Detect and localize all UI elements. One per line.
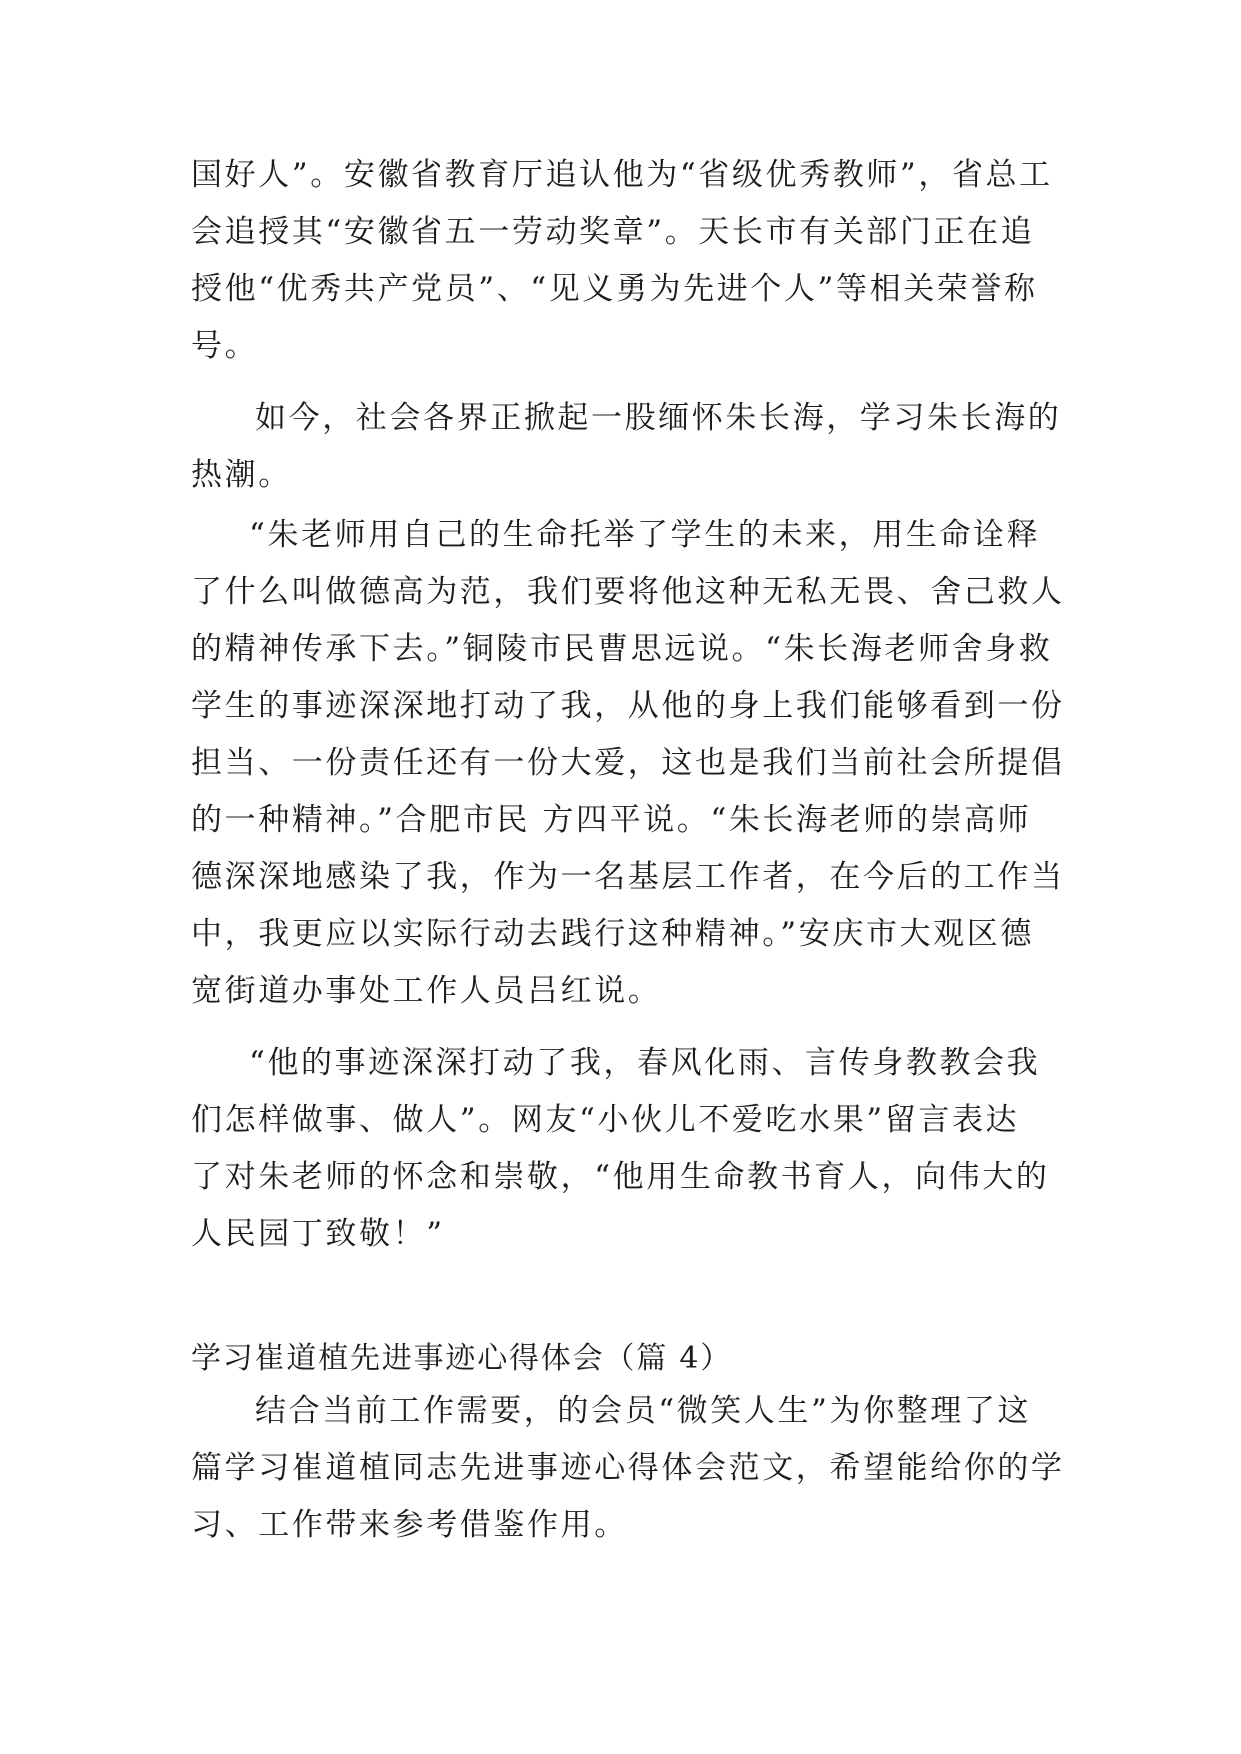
paragraph-3	[191, 507, 1065, 1020]
paragraph-4-line: 们怎样做事、做人”。网友“小伙儿不爱吃水果”留言表达	[191, 1102, 1020, 1138]
paragraph-5	[191, 1383, 1065, 1554]
paragraph-3-line: 宽街道办事处工作人员吕红说。	[191, 973, 662, 1009]
paragraph-2-line: 热潮。	[191, 457, 292, 493]
paragraph-3-line: 学生的事迹深深地打动了我，从他的身上我们能够看到一份	[191, 688, 1065, 724]
paragraph-1-line: 会追授其“安徽省五一劳动奖章”。天长市有关部门正在追	[191, 214, 1035, 250]
paragraph-1	[191, 147, 1051, 375]
paragraph-5-line: 结合当前工作需要，的会员“微笑人生”为你整理了这	[255, 1393, 1032, 1429]
paragraph-4-line: 了对朱老师的怀念和崇敬，“他用生命教书育人，向伟大的	[191, 1159, 1050, 1195]
paragraph-2	[191, 390, 1062, 504]
paragraph-3-line: “朱老师用自己的生命托举了学生的未来，用生命诠释	[249, 517, 1041, 553]
paragraph-1-line: 号。	[191, 328, 259, 364]
paragraph-3-line: 中，我更应以实际行动去践行这种精神。”安庆市大观区德	[191, 916, 1034, 952]
paragraph-3-line: 的一种精神。”合肥市民 方四平说。“朱长海老师的崇高师	[191, 802, 1032, 838]
paragraph-4	[191, 1035, 1051, 1263]
paragraph-5-line: 篇学习崔道植同志先进事迹心得体会范文，希望能给你的学	[191, 1450, 1065, 1486]
section-heading-block	[191, 1330, 1051, 1387]
paragraph-3-line: 担当、一份责任还有一份大爱，这也是我们当前社会所提倡	[191, 745, 1065, 781]
paragraph-4-line: 人民园丁致敬！”	[191, 1216, 445, 1252]
paragraph-4-line: “他的事迹深深打动了我，春风化雨、言传身教教会我	[249, 1045, 1041, 1081]
paragraph-3-line: 德深深地感染了我，作为一名基层工作者，在今后的工作当	[191, 859, 1065, 895]
paragraph-1-line: 国好人”。安徽省教育厅追认他为“省级优秀教师”，省总工	[191, 157, 1053, 193]
paragraph-3-line: 的精神传承下去。”铜陵市民曹思远说。“朱长海老师舍身救	[191, 631, 1053, 667]
section-heading: 学习崔道植先进事迹心得体会（篇 4）	[191, 1341, 733, 1376]
paragraph-3-line: 了什么叫做德高为范，我们要将他这种无私无畏、舍己救人	[191, 574, 1065, 610]
paragraph-2-line: 如今，社会各界正掀起一股缅怀朱长海，学习朱长海的	[255, 400, 1062, 436]
paragraph-5-line: 习、工作带来参考借鉴作用。	[191, 1507, 628, 1543]
paragraph-1-line: 授他“优秀共产党员”、“见义勇为先进个人”等相关荣誉称	[191, 271, 1038, 307]
